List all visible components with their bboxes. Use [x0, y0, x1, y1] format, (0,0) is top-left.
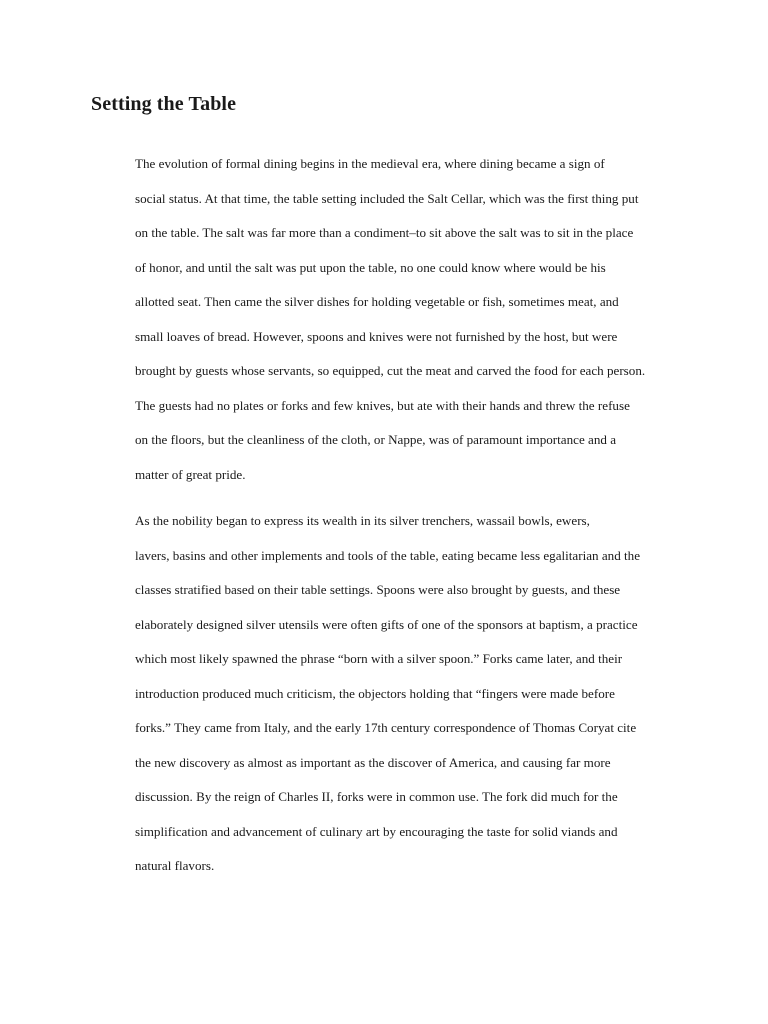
page-title: Setting the Table: [91, 93, 237, 115]
text-line: The evolution of formal dining begins in the medieval era, where dining became a sign of: [135, 156, 605, 171]
paragraph-1: [91, 147, 691, 492]
text-line: on the floors, but the cleanliness of the cloth, or Nappe, was of paramount importance and a: [135, 432, 617, 447]
text-line: small loaves of bread. However, spoons and knives were not furnished by the host, but were: [135, 328, 618, 344]
text-line: social status. At that time, the table setting included the Salt Cellar, which was the first thing put: [135, 190, 639, 206]
text-line: which most likely spawned the phrase “born with a silver spoon.” Forks came later, and their: [135, 651, 623, 666]
text-line: lavers, basins and other implements and tools of the table, eating became less egalitarian and the: [135, 547, 641, 563]
text-line: introduction produced much criticism, the objectors holding that “fingers were made before: [135, 685, 615, 701]
paragraph-2: [91, 504, 691, 884]
text-line: As the nobility began to express its wealth in its silver trenchers, wassail bowls, ewers,: [135, 513, 590, 528]
text-line: classes stratified based on their table settings. Spoons were also brought by guests, and these: [135, 582, 621, 597]
text-line: simplification and advancement of culinary art by encouraging the taste for solid viands and: [135, 823, 618, 839]
text-line: forks.” They came from Italy, and the early 17th century correspondence of Thomas Coryat cite: [135, 720, 637, 735]
text-line: the new discovery as almost as important as the discover of America, and causing far more: [135, 754, 611, 770]
text-line: natural flavors.: [135, 858, 215, 873]
text-line: of honor, and until the salt was put upon the table, no one could know where would be his: [135, 259, 606, 275]
text-line: discussion. By the reign of Charles II, forks were in common use. The fork did much for the: [135, 789, 618, 804]
text-line: The guests had no plates or forks and few knives, but ate with their hands and threw the refuse: [135, 397, 630, 413]
document-body: [91, 147, 691, 884]
text-line: allotted seat. Then came the silver dishes for holding vegetable or fish, sometimes meat, and: [135, 294, 619, 309]
text-line: on the table. The salt was far more than a condiment–to sit above the salt was to sit in the place: [135, 225, 634, 240]
text-line: matter of great pride.: [135, 466, 246, 482]
text-line: elaborately designed silver utensils were often gifts of one of the sponsors at baptism, a practice: [135, 616, 638, 632]
text-line: brought by guests whose servants, so equipped, cut the meat and carved the food for each person.: [135, 363, 646, 378]
